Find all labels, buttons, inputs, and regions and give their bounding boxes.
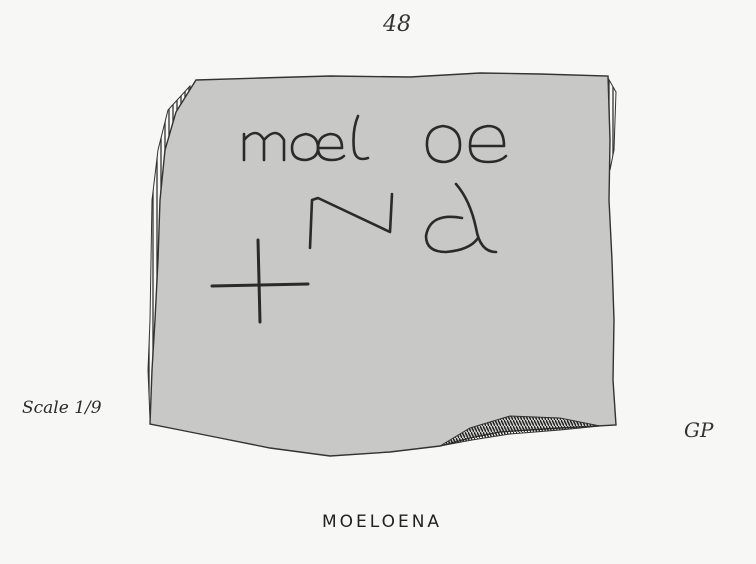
stone-caption: MOELOENA <box>321 512 443 532</box>
stone-face <box>150 73 616 456</box>
scale-label: Scale 1/9 <box>22 398 102 418</box>
artist-monogram: GP <box>684 418 714 442</box>
page-number: 48 <box>383 12 411 37</box>
